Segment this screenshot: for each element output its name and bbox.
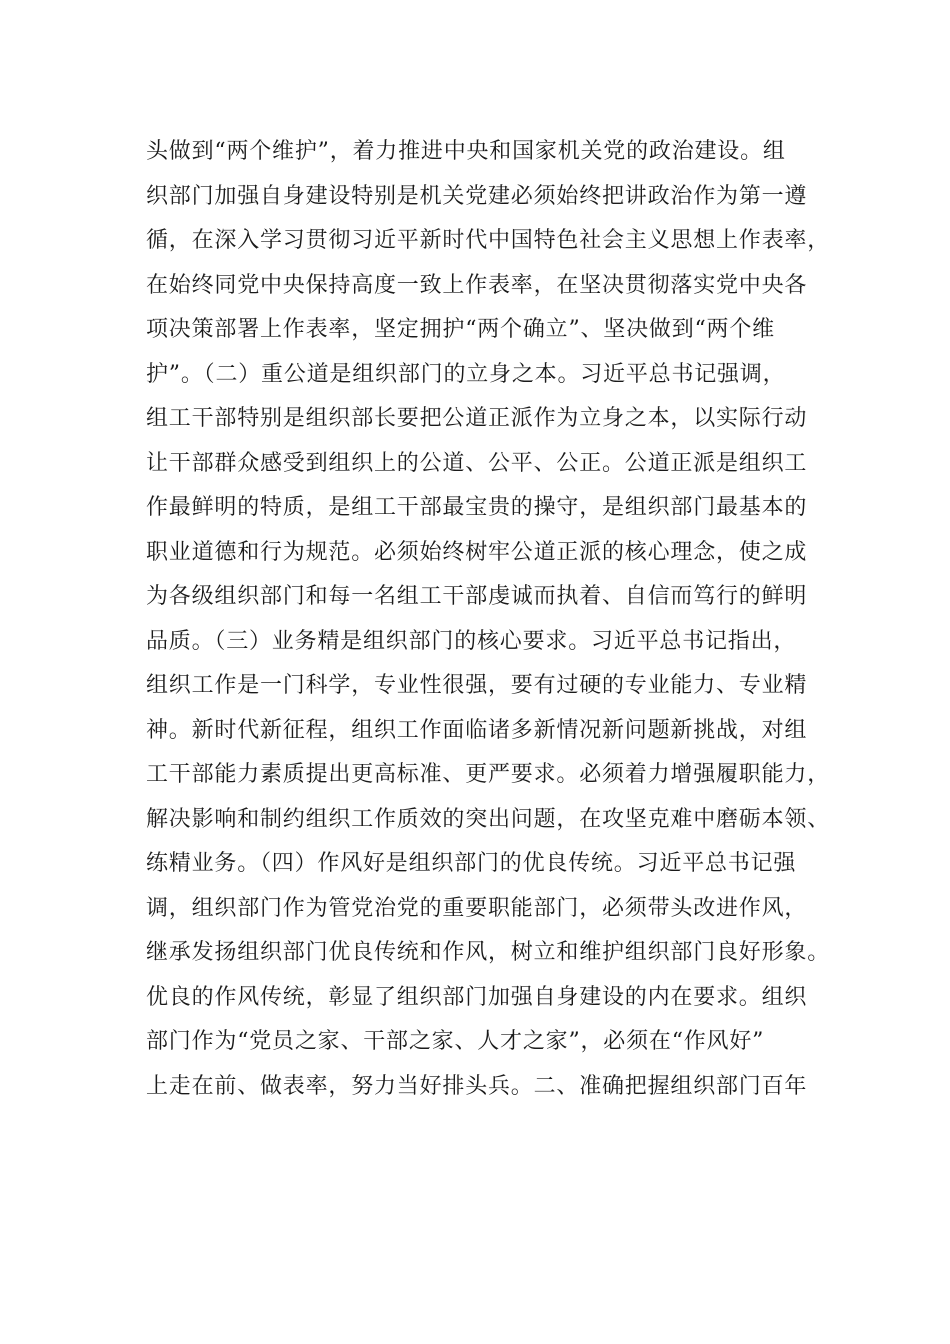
- text-line: 品质。（三）业务精是组织部门的核心要求。习近平总书记指出，: [146, 628, 797, 654]
- text-line: 循，在深入学习贯彻习近平新时代中国特色社会主义思想上作表率，: [146, 228, 831, 253]
- text-line: 在始终同党中央保持高度一致上作表率，在坚决贯彻落实党中央各: [146, 272, 808, 298]
- text-line: 项决策部署上作表率，坚定拥护“两个确立”、坚决做到“两个维: [146, 317, 775, 342]
- text-line: 让干部群众感受到组织上的公道、公平、公正。公道正派是组织工: [146, 450, 808, 476]
- text-line: 神。新时代新征程，组织工作面临诸多新情况新问题新挑战，对组: [146, 717, 808, 743]
- text-line: 组织工作是一门科学，专业性很强，要有过硬的专业能力、专业精: [146, 673, 808, 698]
- body-text: [146, 130, 836, 1109]
- text-line: 工干部能力素质提出更高标准、更严要求。必须着力增强履职能力，: [146, 762, 831, 787]
- text-line: 职业道德和行为规范。必须始终树牢公道正派的核心理念，使之成: [146, 539, 808, 565]
- text-line: 头做到“两个维护”，着力推进中央和国家机关党的政治建设。组: [146, 139, 786, 164]
- text-line: 优良的作风传统，彰显了组织部门加强自身建设的内在要求。组织: [146, 984, 808, 1010]
- text-line: 作最鲜明的特质，是组工干部最宝贵的操守，是组织部门最基本的: [146, 495, 808, 520]
- text-line: 调，组织部门作为管党治党的重要职能部门，必须带头改进作风，: [146, 895, 808, 921]
- text-line: 织部门加强自身建设特别是机关党建必须始终把讲政治作为第一遵: [146, 183, 808, 209]
- text-line: 练精业务。（四）作风好是组织部门的优良传统。习近平总书记强: [146, 851, 797, 876]
- text-line: 为各级组织部门和每一名组工干部虔诚而执着、自信而笃行的鲜明: [146, 584, 808, 609]
- text-line: 护”。（二）重公道是组织部门的立身之本。习近平总书记强调，: [146, 361, 786, 387]
- text-line: 解决影响和制约组织工作质效的突出问题，在攻坚克难中磨砺本领、: [146, 806, 831, 832]
- text-line: 上走在前、做表率，努力当好排头兵。二、准确把握组织部门百年: [146, 1073, 808, 1099]
- text-line: 继承发扬组织部门优良传统和作风，树立和维护组织部门良好形象。: [146, 940, 831, 965]
- text-line: 部门作为“党员之家、干部之家、人才之家”，必须在“作风好”: [146, 1029, 765, 1054]
- text-line: 组工干部特别是组织部长要把公道正派作为立身之本，以实际行动: [146, 406, 808, 431]
